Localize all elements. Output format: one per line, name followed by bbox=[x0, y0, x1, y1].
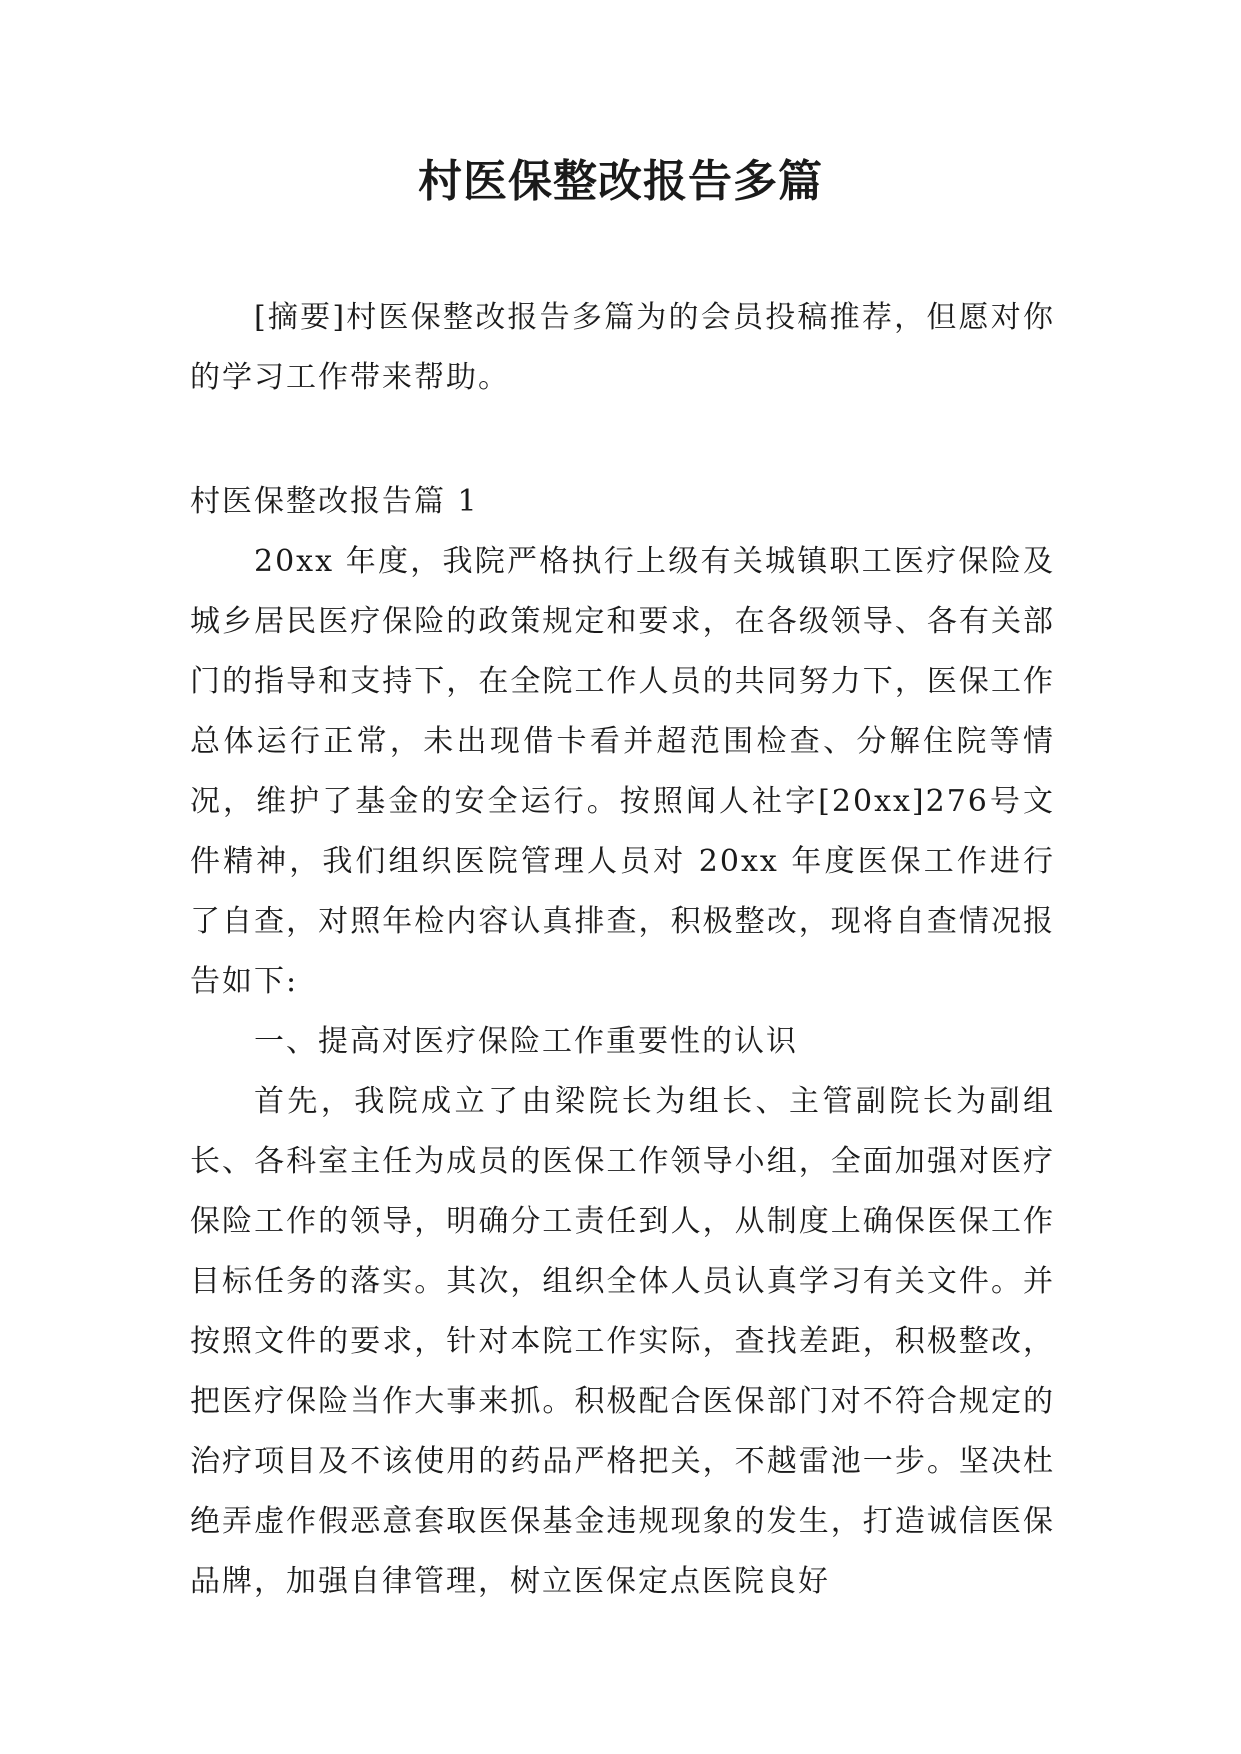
document-body bbox=[190, 288, 1055, 1612]
section-heading: 村医保整改报告篇 1 bbox=[190, 484, 479, 519]
subheading-1: 一、提高对医疗保险工作重要性的认识 bbox=[254, 1024, 798, 1059]
abstract-paragraph: [摘要]村医保整改报告多篇为的会员投稿推荐，但愿对你的学习工作带来帮助。 bbox=[190, 300, 1055, 395]
document-title: 村医保整改报告多篇 bbox=[418, 156, 823, 207]
body-paragraph-2: 首先，我院成立了由梁院长为组长、主管副院长为副组长、各科室主任为成员的医保工作领导小组，全面加强对医疗保险工作的领导，明确分工责任到人，从制度上确保医保工作目标任务的落实。其次，组织全体人员认真学习有关文件。并按照文件的要求，针对本院工作实际，查找差距，积极整改，把医疗保险当作大事来抓。积极配合医保部门对不符合规定的治疗项目及不该使用的药品严格把关，不越雷池一步。坚决杜绝弄虚作假恶意套取医保基金违规现象的发生，打造诚信医保品牌，加强自律管理，树立医保定点医院良好 bbox=[190, 1084, 1055, 1599]
body-paragraph-1: 20xx 年度，我院严格执行上级有关城镇职工医疗保险及城乡居民医疗保险的政策规定和要求，在各级领导、各有关部门的指导和支持下，在全院工作人员的共同努力下，医保工作总体运行正常，未出现借卡看并超范围检查、分解住院等情况，维护了基金的安全运行。按照闻人社字[20xx]276号文件精神，我们组织医院管理人员对 20xx 年度医保工作进行了自查，对照年检内容认真排查，积极整改，现将自查情况报告如下: bbox=[190, 544, 1055, 999]
